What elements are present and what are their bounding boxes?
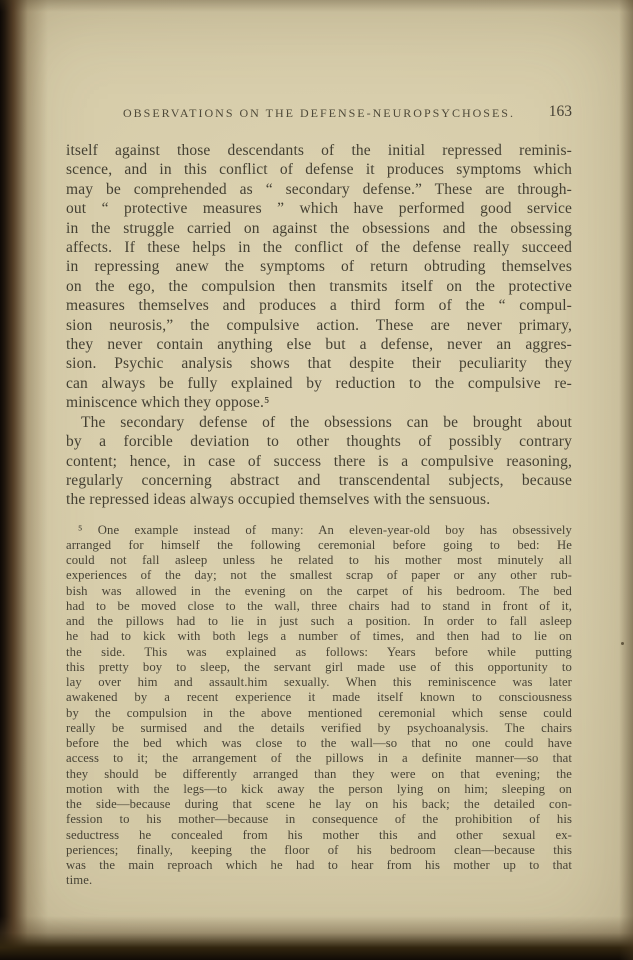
page-bottom-edge-shadow [0,916,633,960]
text-line: may be comprehended as “ secondary defense.” These are through- [66,180,572,198]
page-content [66,103,572,889]
text-line: they never contain anything else but a defense, never an aggres- [66,336,572,354]
paper-speck [621,642,624,645]
running-head [66,103,572,126]
text-line: the repressed ideas always occupied themselves with the sensuous. [66,491,491,509]
paragraph-secondary-defense [66,413,572,510]
text-line: had to be moved close to the wall, three chairs had to stand in front of it, [66,598,572,613]
text-line: in repressing anew the symptoms of return obtruding themselves [66,258,572,276]
text-line: miniscence which they oppose.⁵ [66,394,270,412]
text-line: the side. This was explained as follows: Years before while putting [66,644,572,659]
text-line: in the struggle carried on against the obsessions and the obsessing [66,219,572,237]
text-line: can always be fully explained by reduction to the compulsive re- [66,374,572,392]
text-line: by a forcible deviation to other thoughts of possibly contrary [66,433,572,451]
text-line: sion. Psychic analysis shows that despite their peculiarity they [66,355,572,373]
text-line: time. [66,873,93,888]
text-line: and the pillows had to lie in just such a position. In order to fall asleep [66,614,572,629]
text-line: lay over him and assault.him sexually. When this reminiscence was later [66,675,572,690]
text-line: awakened by a recent experience it made itself known to consciousness [66,690,572,705]
text-line: itself against those descendants of the initial repressed reminis- [66,142,572,159]
text-line: before the bed which was close to the wall—so that no one could have [66,736,572,751]
page-right-edge-shadow [619,0,633,960]
text-line: he had to kick with both legs a number of times, and then had to lie on [66,629,572,644]
text-line: fession to his mother—because in consequence of the prohibition of his [66,812,572,827]
text-line: content; hence, in case of success there is a compulsive reasoning, [66,452,572,470]
footnote [66,523,572,889]
page-left-edge-shadow [0,0,48,960]
text-line: this pretty boy to sleep, the servant girl made use of this opportunity to [66,659,572,674]
text-line: was the main reproach which he had to hear from his mother up to that [66,858,572,873]
body-text [66,141,572,510]
text-line: motion with the legs—to kick away the person lying on him; sleeping on [66,781,572,796]
text-line: regularly concerning abstract and transcendental subjects, because [66,471,572,489]
paragraph-continuation [66,141,572,413]
text-line: arranged for himself the following ceremonial before going to bed: He [66,537,572,552]
page-top-edge-shadow [0,0,633,12]
text-line: could not fall asleep unless he related to his mother most minutely all [66,553,572,568]
page-number: 163 [548,103,572,120]
text-line: really be surmised and the details verified by psychoanalysis. The chairs [66,720,572,735]
text-line: bish was allowed in the evening on the carpet of his bedroom. The bed [66,583,572,598]
text-line: the side—because during that scene he lay on his back; the detailed con- [66,797,572,812]
text-line: access to it; the arrangement of the pillows in a definite manner—so that [66,751,572,766]
text-line: The secondary defense of the obsessions can be brought about [81,413,572,431]
text-line: sion neurosis,” the compulsive action. These are never primary, [66,316,572,334]
text-line: they should be differently arranged than they were on that evening; the [66,766,572,781]
text-line: affects. If these helps in the conflict of the defense really succeed [66,239,572,257]
running-title: OBSERVATIONS ON THE DEFENSE-NEUROPSYCHOSES. [123,106,515,120]
text-line: out “ protective measures ” which have performed good service [66,200,572,218]
text-line: on the ego, the compulsion then transmits itself on the protective [66,277,572,295]
text-line: experiences of the day; not the smallest scrap of paper or any other rub- [66,568,572,583]
text-line: by the compulsion in the above mentioned ceremonial which sense could [66,705,572,720]
text-line: periences; finally, keeping the floor of his bedroom clean—because this [66,842,572,857]
text-line: seductress he concealed from his mother this and other sexual ex- [66,827,572,842]
text-line: measures themselves and produces a third form of the “ compul- [66,297,572,315]
text-line: scence, and in this conflict of defense it produces symptoms which [66,161,572,179]
text-line: ⁵ One example instead of many: An eleven-year-old boy has obsessively [78,522,572,537]
